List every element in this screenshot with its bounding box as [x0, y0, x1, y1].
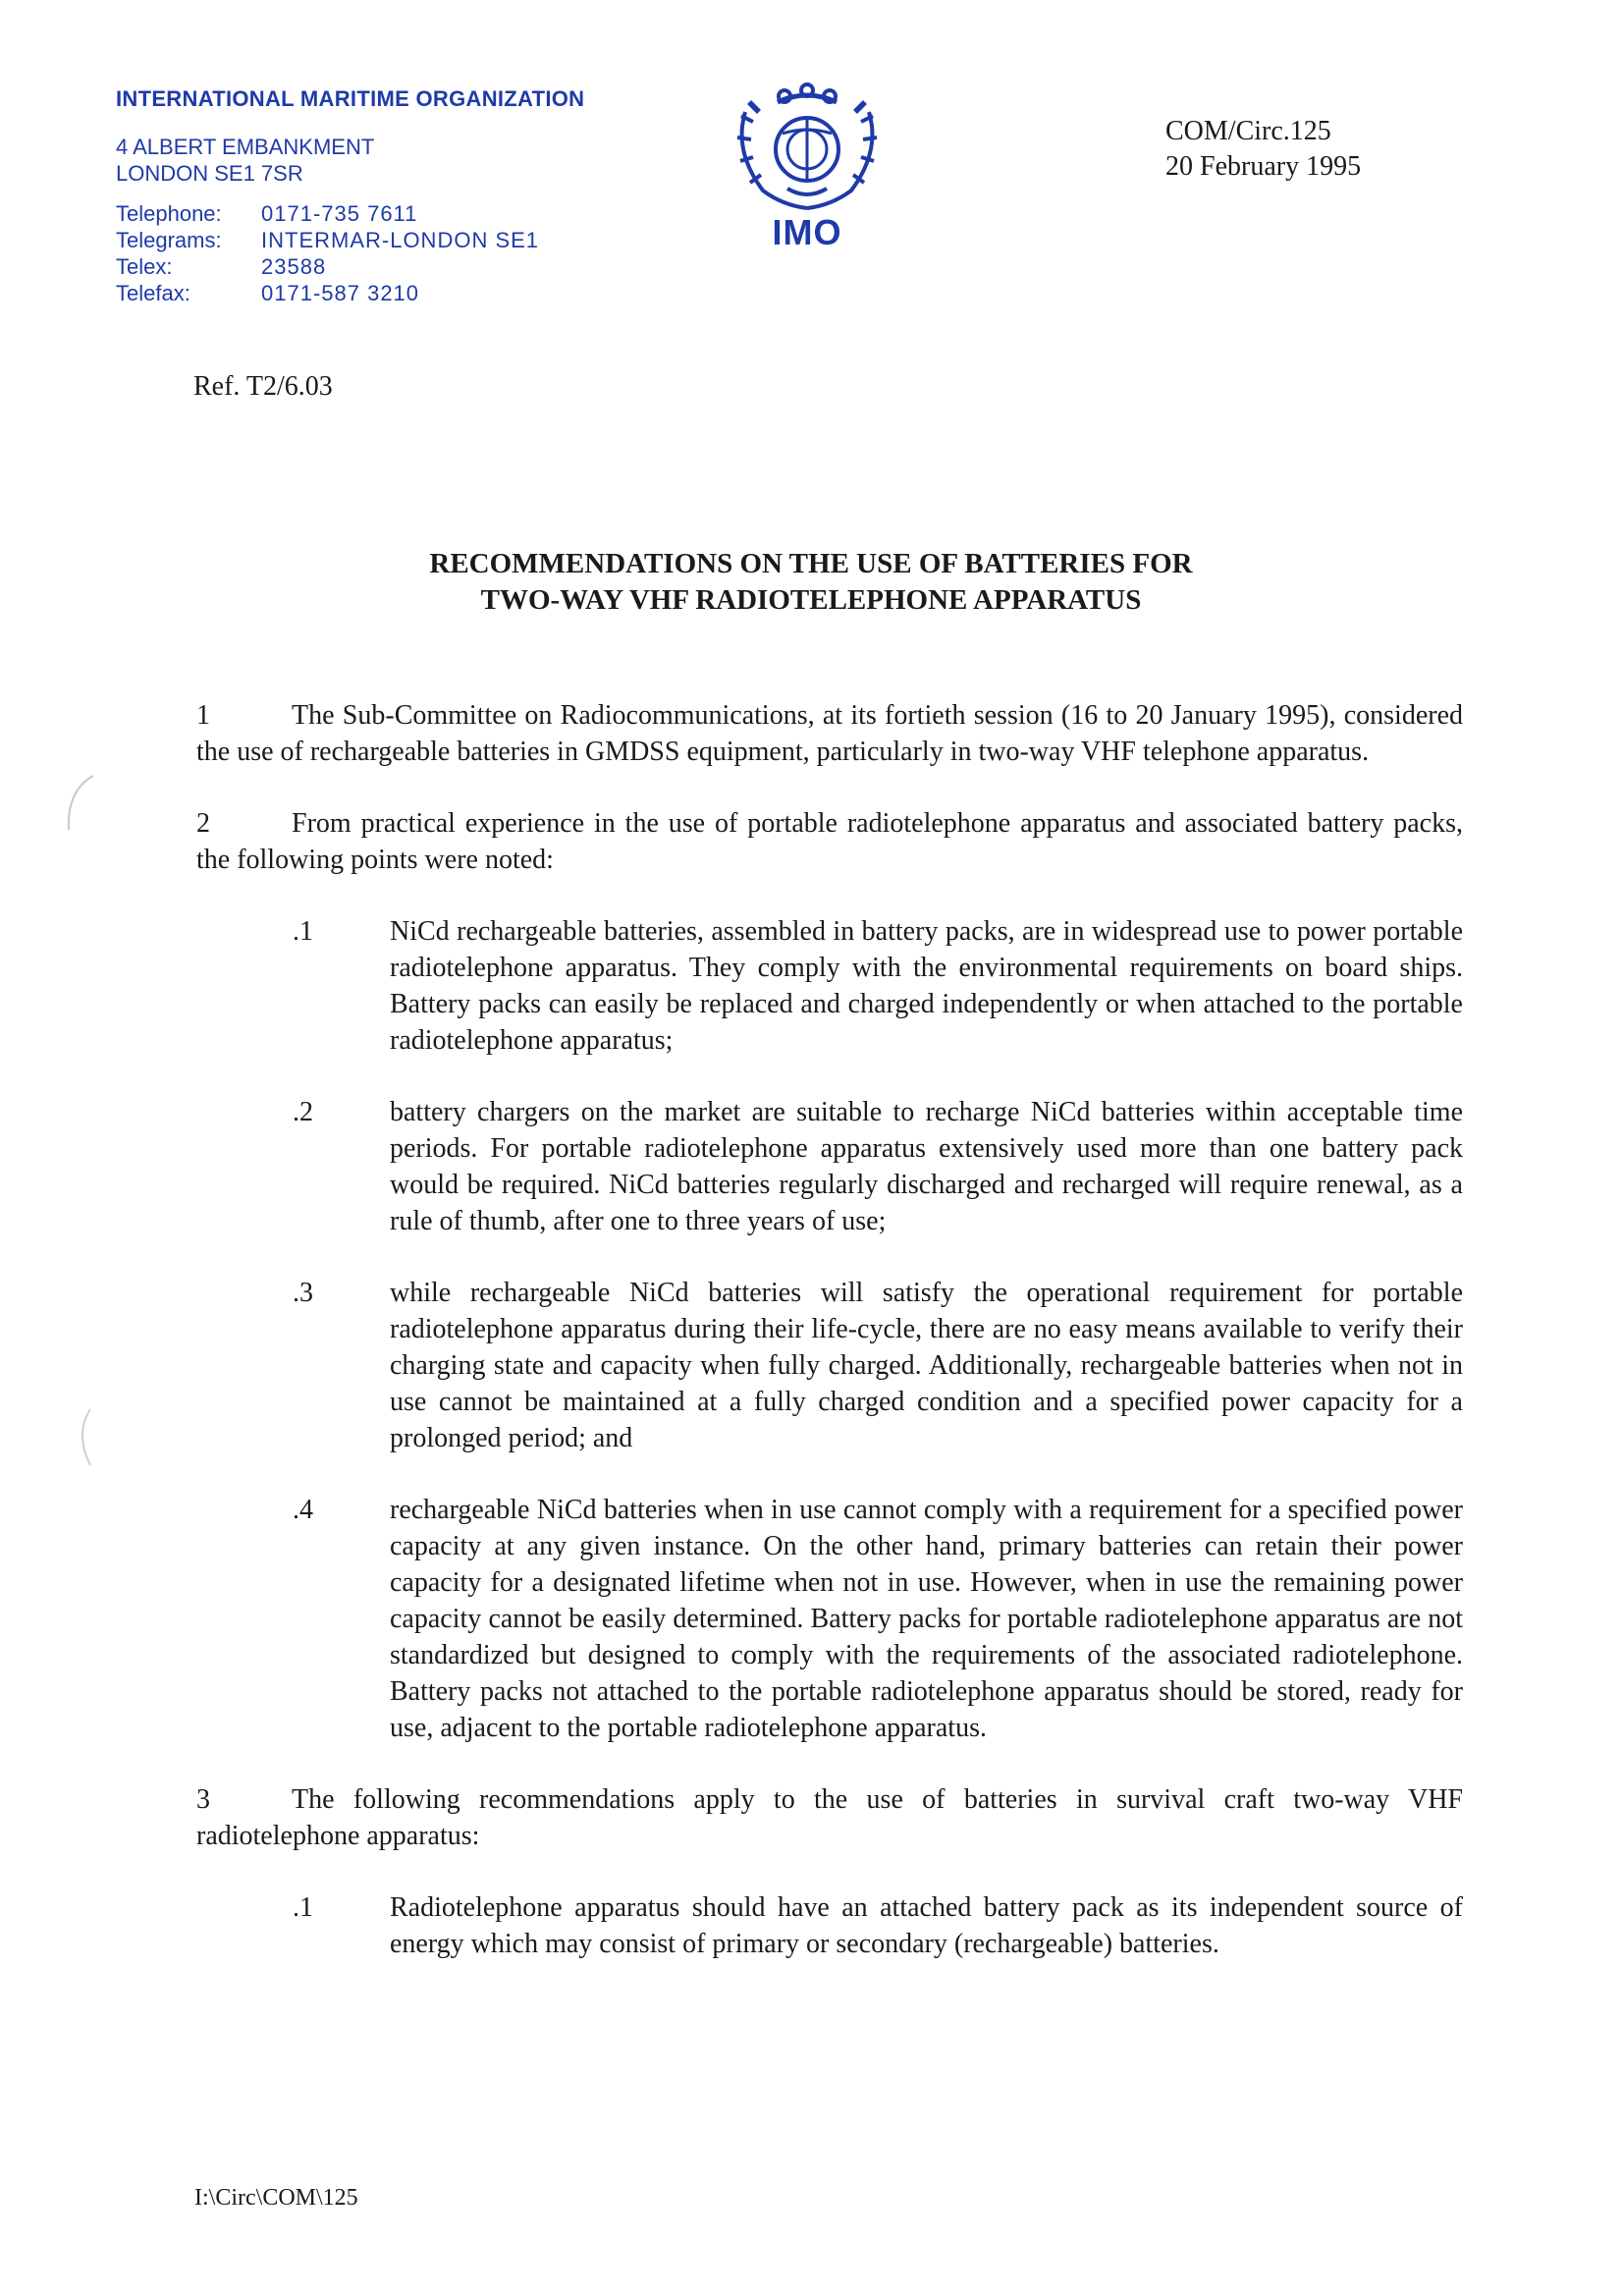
circular-number: COM/Circ.125: [1165, 116, 1331, 146]
contact-details: [116, 200, 584, 306]
list-item: [196, 913, 1463, 1059]
document-title: [0, 546, 1622, 619]
paragraph-number: 2: [196, 808, 210, 839]
list-item-text: while rechargeable NiCd batteries will satisfy the operational requirement for portable radiotelephone apparatus during their life-cycle, there are no easy means available to verify their charging state and capacity when fully charged. Additionally, rechargeable batteries when not in use cannot be maintained at a fully charged condition and a specified power capacity for a prolonged period; and: [390, 1278, 1463, 1453]
paragraph-2: [196, 805, 1463, 878]
list-item-number: .1: [293, 1892, 313, 1923]
contact-value: 0171-735 7611: [261, 201, 418, 226]
list-item-text: Radiotelephone apparatus should have an attached battery pack as its independent source of energy which may consist of primary or secondary (rechargeable) batteries.: [390, 1892, 1463, 1959]
scan-mark-icon: [59, 771, 98, 840]
contact-row-telefax: [116, 280, 584, 306]
organization-address: [116, 134, 584, 187]
letterhead-block: [116, 86, 584, 306]
list-item: [196, 1275, 1463, 1456]
document-body: [196, 697, 1463, 1997]
contact-row-telegrams: [116, 227, 584, 253]
document-reference: [1165, 114, 1361, 185]
contact-value: 23588: [261, 254, 327, 279]
reference-number: Ref. T2/6.03: [193, 371, 333, 402]
list-item-number: .4: [293, 1495, 313, 1525]
paragraph-number: 1: [196, 700, 210, 731]
list-item-text: NiCd rechargeable batteries, assembled in battery packs, are in widespread use to power portable radiotelephone apparatus. They comply with the environmental requirements on board ships. Battery packs can easily be replaced and charged independently or when attached to the portable radiotelephone apparatus;: [390, 916, 1463, 1056]
imo-logo: [724, 82, 891, 259]
paragraph-number: 3: [196, 1784, 210, 1815]
address-line: 4 ALBERT EMBANKMENT: [116, 135, 375, 159]
file-path-footer: I:\Circ\COM\125: [194, 2185, 358, 2211]
paragraph-text: The Sub-Committee on Radiocommunications, at its fortieth session (16 to 20 January 1995), considered the use of rechargeable batteries in GMDSS equipment, particularly in two-way VHF telephone apparatus.: [196, 700, 1463, 767]
list-item-text: rechargeable NiCd batteries when in use cannot comply with a requirement for a specified power capacity at any given instance. On the other hand, primary batteries can retain their power capacity for a designated lifetime when not in use. However, when in use the remaining power capacity cannot be easily determined. Battery packs for portable radiotelephone apparatus are not standardized but designed to comply with the requirements of the associated radiotelephone. Battery packs not attached to the portable radiotelephone apparatus should be stored, ready for use, adjacent to the portable radiotelephone apparatus.: [390, 1495, 1463, 1743]
contact-label: Telephone:: [116, 201, 222, 226]
scan-mark-icon: [69, 1404, 98, 1473]
contact-value: INTERMAR-LONDON SE1: [261, 228, 540, 252]
list-item-number: .3: [293, 1278, 313, 1308]
contact-label: Telefax:: [116, 281, 190, 305]
imo-emblem-icon: [724, 82, 891, 215]
logo-text: IMO: [772, 212, 842, 252]
contact-row-telephone: [116, 200, 584, 227]
organization-name: INTERNATIONAL MARITIME ORGANIZATION: [116, 86, 585, 111]
list-item: [196, 1889, 1463, 1962]
title-line: RECOMMENDATIONS ON THE USE OF BATTERIES FOR: [429, 548, 1193, 579]
title-line: TWO-WAY VHF RADIOTELEPHONE APPARATUS: [480, 584, 1142, 616]
address-line: LONDON SE1 7SR: [116, 161, 303, 186]
contact-value: 0171-587 3210: [261, 281, 420, 305]
list-item-number: .2: [293, 1097, 313, 1127]
paragraph-text: The following recommendations apply to the use of batteries in survival craft two-way VHF radiotelephone apparatus:: [196, 1784, 1463, 1851]
contact-label: Telex:: [116, 254, 173, 279]
paragraph-1: [196, 697, 1463, 770]
document-date: 20 February 1995: [1165, 151, 1362, 182]
list-item: [196, 1094, 1463, 1239]
contact-row-telex: [116, 253, 584, 280]
list-item-number: .1: [293, 916, 313, 947]
list-item: [196, 1492, 1463, 1746]
paragraph-3: [196, 1781, 1463, 1854]
list-item-text: battery chargers on the market are suitable to recharge NiCd batteries within acceptable time periods. For portable radiotelephone apparatus extensively used more than one battery pack would be required. NiCd batteries regularly discharged and recharged will require renewal, as a rule of thumb, after one to three years of use;: [390, 1097, 1463, 1236]
paragraph-text: From practical experience in the use of portable radiotelephone apparatus and associated battery packs, the following points were noted:: [196, 808, 1463, 875]
contact-label: Telegrams:: [116, 228, 222, 252]
